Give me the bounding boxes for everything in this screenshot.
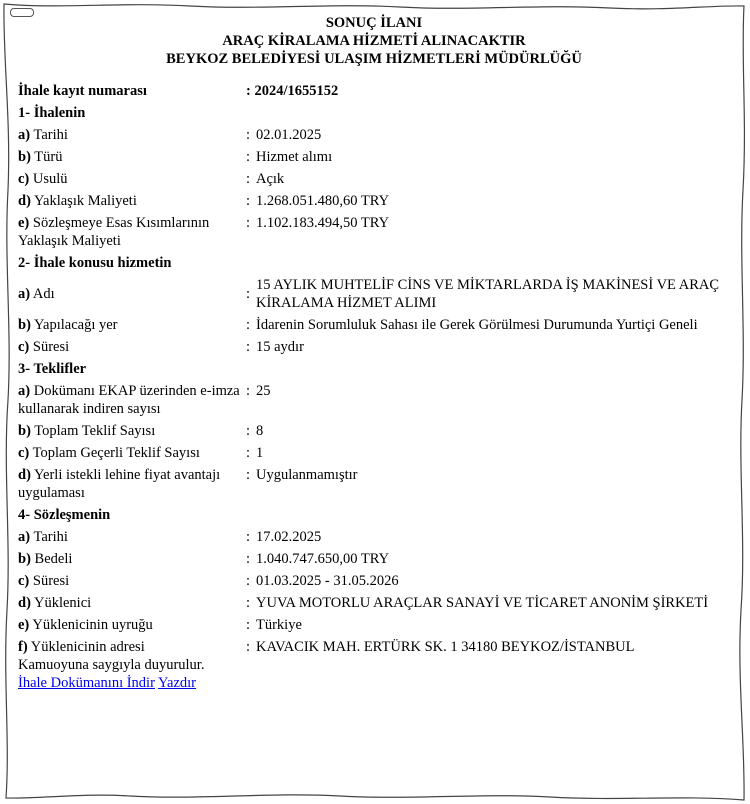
row-key: b): [18, 317, 31, 333]
announcement-footer: [18, 656, 730, 692]
row-label: Yüklenici: [34, 595, 92, 611]
row-key: b): [18, 551, 31, 567]
row-value: 1: [256, 445, 264, 461]
closing-text: Kamuoyuna saygıyla duyurulur.: [18, 657, 205, 673]
section-3-row: d) Yerli istekli lehine fiyat avantajı uygulaması : Uygulanmamıştır: [18, 466, 730, 502]
header-subject: ARAÇ KİRALAMA HİZMETİ ALINACAKTIR: [222, 33, 526, 49]
row-key: c): [18, 171, 30, 187]
row-key: c): [18, 573, 30, 589]
row-value: 02.01.2025: [256, 127, 322, 143]
row-label: Yüklenicinin adresi: [30, 639, 145, 655]
row-value: Hizmet alımı: [256, 149, 333, 165]
row-value: 1.268.051.480,60 TRY: [256, 193, 390, 209]
row-value: 01.03.2025 - 31.05.2026: [256, 573, 399, 589]
section-1-row: d) Yaklaşık Maliyeti : 1.268.051.480,60 TRY: [18, 192, 730, 210]
section-2-row: a) Adı : 15 AYLIK MUHTELİF CİNS VE MİKTARLARDA İŞ MAKİNESİ VE ARAÇ KİRALAMA HİZMET ALIMI: [18, 276, 730, 312]
row-label: Yapılacağı yer: [34, 317, 118, 333]
row-value: 17.02.2025: [256, 529, 322, 545]
row-label: Tarihi: [33, 529, 68, 545]
row-value: YUVA MOTORLU ARAÇLAR SANAYİ VE TİCARET ANONİM ŞİRKETİ: [256, 595, 709, 611]
row-value: Türkiye: [256, 617, 302, 633]
section-1-title: 1- İhalenin: [18, 105, 86, 121]
header-institution: BEYKOZ BELEDİYESİ ULAŞIM HİZMETLERİ MÜDÜRLÜĞÜ: [166, 51, 582, 67]
row-key: a): [18, 286, 31, 302]
row-label: Yerli istekli lehine fiyat avantajı uygulaması: [18, 467, 221, 501]
row-key: b): [18, 149, 31, 165]
announcement-header: [18, 14, 730, 68]
section-2-title: 2- İhale konusu hizmetin: [18, 255, 172, 271]
download-document-link[interactable]: İhale Dokümanını İndir: [18, 675, 155, 691]
row-label: Süresi: [32, 573, 70, 589]
header-title: SONUÇ İLANI: [325, 15, 423, 31]
row-label: Toplam Teklif Sayısı: [34, 423, 156, 439]
row-key: f): [18, 639, 28, 655]
section-3-row: b) Toplam Teklif Sayısı : 8: [18, 422, 730, 440]
row-key: a): [18, 383, 31, 399]
section-1-row: c) Usulü : Açık: [18, 170, 730, 188]
row-label: Yüklenicinin uyruğu: [32, 617, 153, 633]
row-key: c): [18, 339, 30, 355]
section-2-row: c) Süresi : 15 aydır: [18, 338, 730, 356]
row-value: 1.102.183.494,50 TRY: [256, 215, 390, 231]
section-4-title: 4- Sözleşmenin: [18, 507, 111, 523]
row-key: c): [18, 445, 30, 461]
row-label: Toplam Geçerli Teklif Sayısı: [32, 445, 200, 461]
record-number-row: [18, 82, 730, 100]
row-key: e): [18, 215, 30, 231]
row-label: Türü: [34, 149, 63, 165]
row-key: d): [18, 193, 31, 209]
section-4-row: a) Tarihi : 17.02.2025: [18, 528, 730, 546]
section-4-row: b) Bedeli : 1.040.747.650,00 TRY: [18, 550, 730, 568]
row-label: Süresi: [32, 339, 70, 355]
record-number-value: : 2024/1655152: [246, 83, 339, 99]
row-label: Tarihi: [33, 127, 68, 143]
row-key: e): [18, 617, 30, 633]
row-label: Usulü: [32, 171, 68, 187]
row-key: d): [18, 467, 31, 483]
row-value: 25: [256, 383, 271, 399]
section-1-row: e) Sözleşmeye Esas Kısımlarının Yaklaşık Maliyeti : 1.102.183.494,50 TRY: [18, 214, 730, 250]
section-2-row: b) Yapılacağı yer : İdarenin Sorumluluk Sahası ile Gerek Görülmesi Durumunda Yurtiçi Geneli: [18, 316, 730, 334]
row-key: a): [18, 529, 31, 545]
section-1-row: b) Türü : Hizmet alımı: [18, 148, 730, 166]
row-value: 1.040.747.650,00 TRY: [256, 551, 390, 567]
section-3-title: 3- Teklifler: [18, 361, 87, 377]
row-label: Sözleşmeye Esas Kısımlarının Yaklaşık Maliyeti: [18, 215, 210, 249]
section-4-row: e) Yüklenicinin uyruğu : Türkiye: [18, 616, 730, 634]
section-3-row: a) Dokümanı EKAP üzerinden e-imza kullanarak indiren sayısı : 25: [18, 382, 730, 418]
print-link[interactable]: Yazdır: [158, 675, 197, 691]
section-4-row: c) Süresi : 01.03.2025 - 31.05.2026: [18, 572, 730, 590]
section-4-row: f) Yüklenicinin adresi : KAVACIK MAH. ERTÜRK SK. 1 34180 BEYKOZ/İSTANBUL: [18, 638, 730, 656]
record-number-label: İhale kayıt numarası: [18, 83, 147, 99]
row-label: Dokümanı EKAP üzerinden e-imza kullanarak indiren sayısı: [18, 383, 240, 417]
row-label: Yaklaşık Maliyeti: [34, 193, 137, 209]
row-value: 8: [256, 423, 264, 439]
section-4-row: d) Yüklenici : YUVA MOTORLU ARAÇLAR SANAYİ VE TİCARET ANONİM ŞİRKETİ: [18, 594, 730, 612]
row-value: Açık: [256, 171, 285, 187]
section-3-row: c) Toplam Geçerli Teklif Sayısı : 1: [18, 444, 730, 462]
row-key: b): [18, 423, 31, 439]
row-value: 15 aydır: [256, 339, 304, 355]
announcement-sheet: [18, 14, 730, 692]
row-value: KAVACIK MAH. ERTÜRK SK. 1 34180 BEYKOZ/İSTANBUL: [256, 639, 635, 655]
row-value: İdarenin Sorumluluk Sahası ile Gerek Görülmesi Durumunda Yurtiçi Geneli: [256, 317, 698, 333]
section-1-row: a) Tarihi : 02.01.2025: [18, 126, 730, 144]
row-label: Bedeli: [34, 551, 73, 567]
row-value: 15 AYLIK MUHTELİF CİNS VE MİKTARLARDA İŞ MAKİNESİ VE ARAÇ KİRALAMA HİZMET ALIMI: [256, 277, 720, 311]
row-label: Adı: [32, 286, 55, 302]
row-value: Uygulanmamıştır: [256, 467, 358, 483]
row-key: a): [18, 127, 31, 143]
row-key: d): [18, 595, 31, 611]
